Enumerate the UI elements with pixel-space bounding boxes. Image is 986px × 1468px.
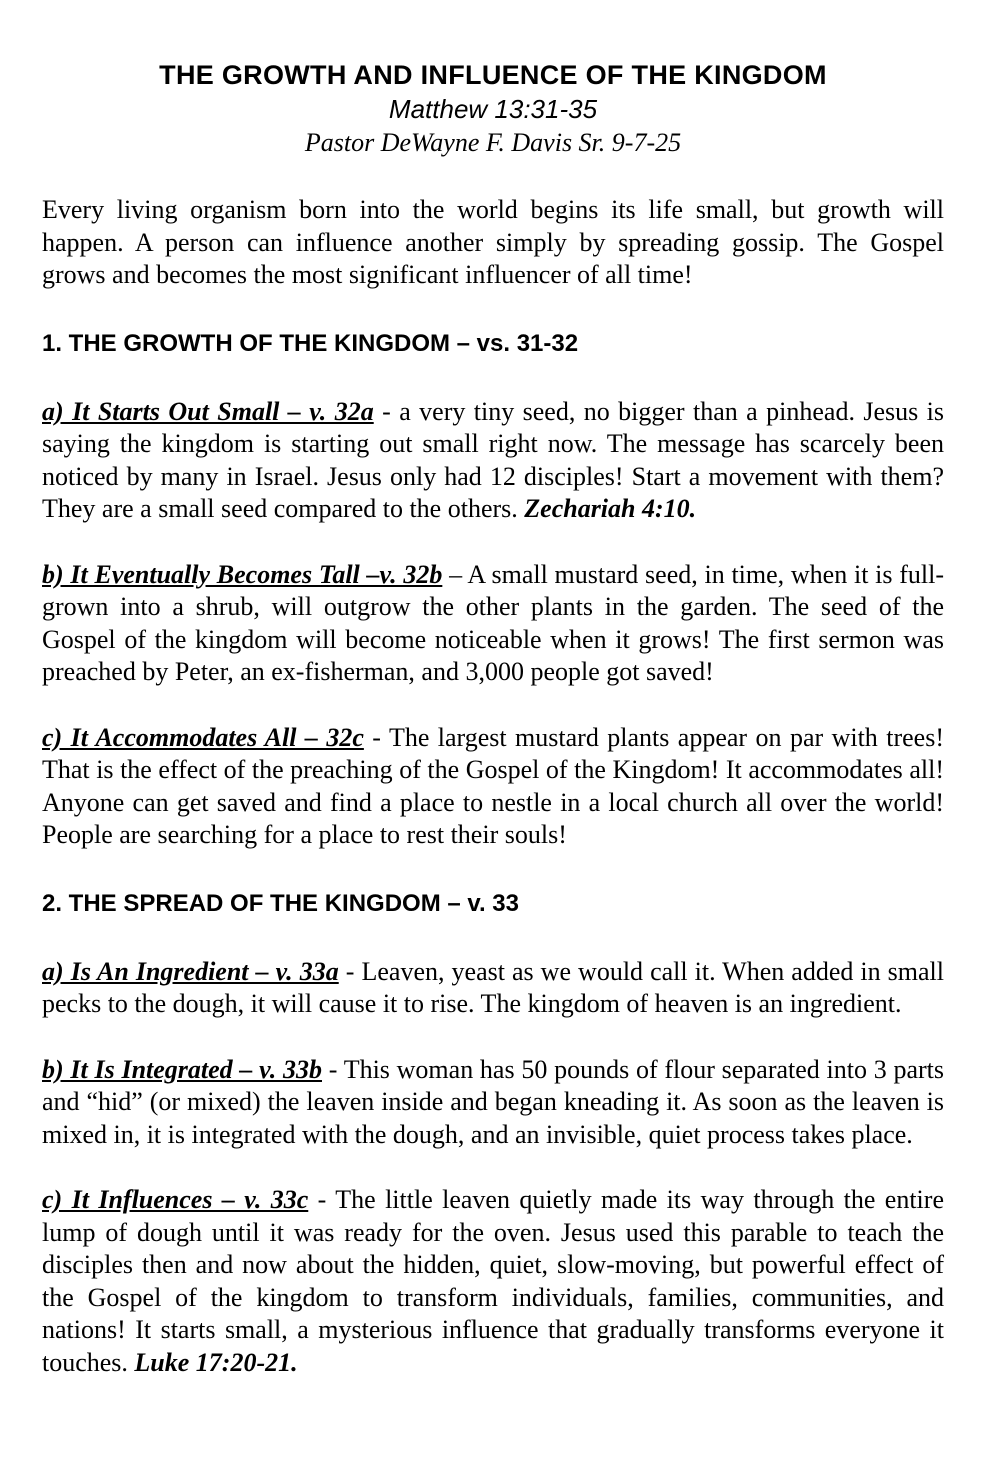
- document-title: THE GROWTH AND INFLUENCE OF THE KINGDOM: [159, 60, 827, 90]
- point-1b: [42, 559, 944, 689]
- document-page: [42, 58, 944, 1379]
- point-body: a very tiny seed, no bigger than a pinhead. Jesus is saying the kingdom is starting out small right now. The message has scarcely been noticed by many in Israel. Jesus only had 12 disciples! Start a movement with them? They are a small seed compared to the others.: [42, 396, 945, 523]
- point-heading: a) Is An Ingredient – v. 33a: [42, 956, 339, 986]
- separator: -: [373, 396, 400, 426]
- separator: -: [322, 1054, 344, 1084]
- separator: –: [442, 559, 468, 589]
- point-heading: c) It Accommodates All – 32c: [42, 722, 364, 752]
- point-1a: [42, 396, 944, 526]
- point-heading: b) It Eventually Becomes Tall –v. 32b: [42, 559, 443, 589]
- scripture-ref: Zechariah 4:10.: [524, 494, 697, 523]
- point-heading: b) It Is Integrated – v. 33b: [42, 1054, 322, 1084]
- point-heading: a) It Starts Out Small – v. 32a: [42, 396, 374, 426]
- scripture-ref: Luke 17:20-21.: [134, 1347, 298, 1377]
- point-body: This woman has 50 pounds of flour separated into 3 parts and “hid” (or mixed) the leaven inside and began kneading it. As soon as the leaven is mixed in, it is integrated with the dough, and an invisible, quiet process takes place.: [42, 1054, 944, 1149]
- separator: -: [363, 722, 389, 752]
- intro-paragraph: Every living organism born into the world begins its life small, but growth will happen. A person can influence another simply by spreading gossip. The Gospel grows and becomes the most significant influencer of all time!: [42, 195, 944, 289]
- section-1-heading: 1. THE GROWTH OF THE KINGDOM – vs. 31-32: [42, 329, 579, 357]
- author-line: Pastor DeWayne F. Davis Sr. 9-7-25: [304, 128, 682, 157]
- point-body: Leaven, yeast as we would call it. When added in small pecks to the dough, it will cause it to rise. The kingdom of heaven is an ingredient.: [42, 956, 944, 1018]
- point-2b: [42, 1054, 944, 1152]
- point-body: A small mustard seed, in time, when it is full-grown into a shrub, will outgrow the other plants in the garden. The seed of the Gospel of the kingdom will become noticeable when it grows! The first sermon was preached by Peter, an ex-fisherman, and 3,000 people got saved!: [42, 559, 945, 686]
- separator: -: [338, 956, 362, 986]
- point-2a: [42, 956, 944, 1021]
- point-body: The little leaven quietly made its way through the entire lump of dough until it was ready for the oven. Jesus used this parable to teach the disciples then and now about the hidden, quiet, slow-moving, but powerful effect of the Gospel of the kingdom to transform individuals, families, communities, and nations! It starts small, a mysterious influence that gradually transforms everyone it touches.: [42, 1185, 944, 1377]
- point-heading: c) It Influences – v. 33c: [42, 1185, 309, 1214]
- separator: -: [308, 1185, 336, 1214]
- point-1c: [42, 722, 944, 852]
- point-body: The largest mustard plants appear on par with trees! That is the effect of the preaching of the Gospel of the Kingdom! It accommodates all! Anyone can get saved and find a place to nestle in a local church all over the world! People are searching for a place to rest their souls!: [42, 722, 944, 849]
- scripture-reference: Matthew 13:31-35: [388, 94, 598, 124]
- section-2-heading: 2. THE SPREAD OF THE KINGDOM – v. 33: [42, 889, 519, 917]
- point-2c: [42, 1184, 944, 1379]
